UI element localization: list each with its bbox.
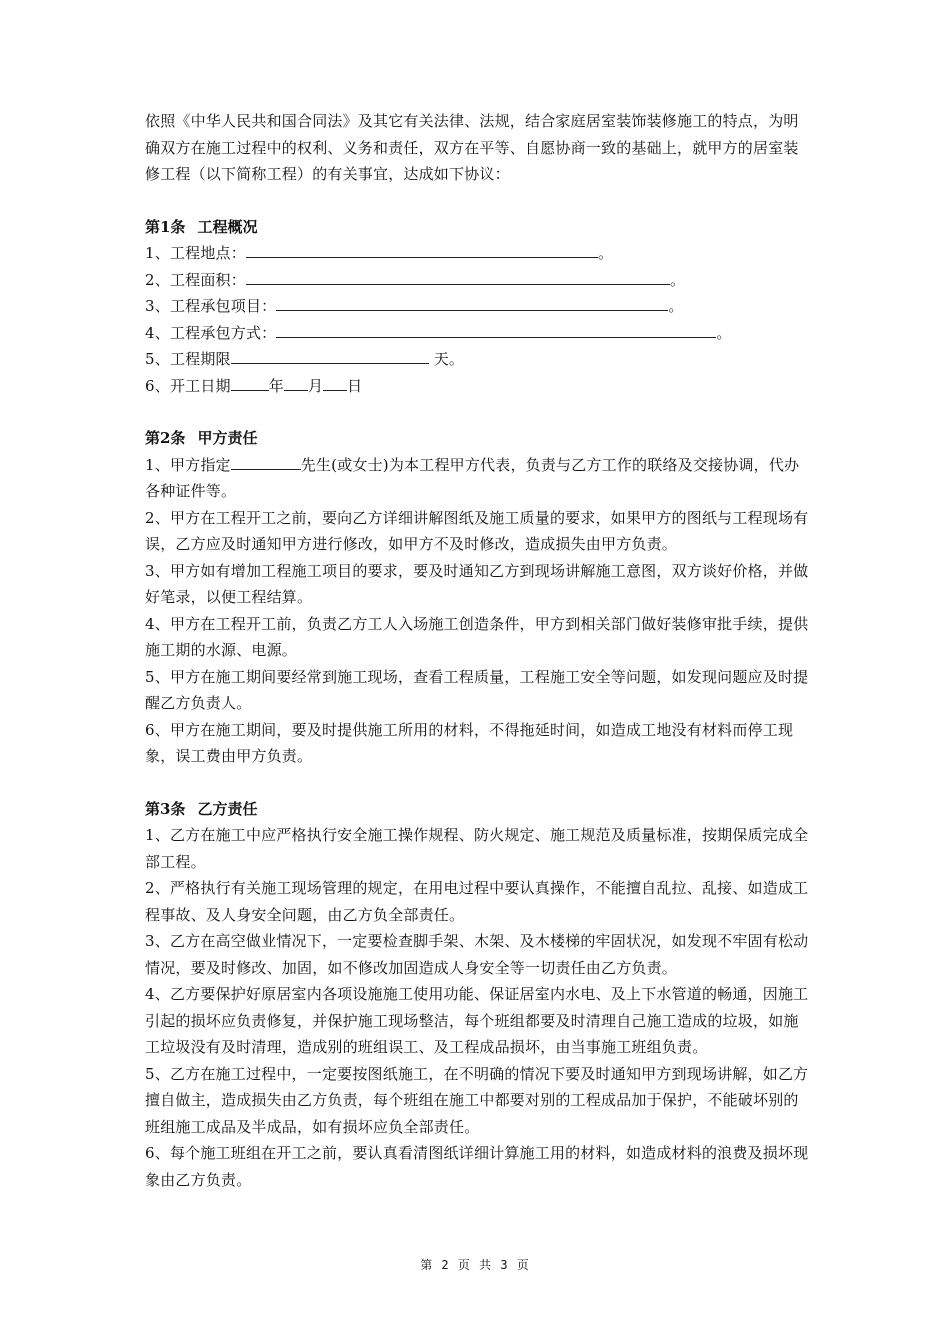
month-blank[interactable] [284,374,308,391]
fill-blank[interactable] [246,268,670,285]
list-item: 3、甲方如有增加工程施工项目的要求，要及时通知乙方到现场讲解施工意图，双方谈好价格，并做好笔录，以便工程结算。 [145,561,809,606]
item-start-date [145,373,810,400]
item-text: 1、甲方指定 [145,455,231,474]
item-period [145,346,810,373]
article-3 [145,796,810,1194]
end-mark: 。 [716,323,732,342]
item-label: 6、开工日期 [145,376,231,395]
item-label: 4、工程承包方式： [145,323,277,342]
document-body [145,108,810,1219]
article-2 [145,425,810,770]
day-blank[interactable] [323,374,347,391]
fill-blank[interactable] [231,347,429,364]
article-title: 甲方责任 [197,429,258,447]
article-number: 第3条 [145,799,186,818]
period-unit: 天。 [433,350,465,368]
fill-blank[interactable] [276,294,668,311]
item-label: 2、工程面积： [145,270,246,289]
end-mark: 。 [597,244,614,262]
item-scope [145,293,810,320]
item-label: 5、工程期限 [145,350,231,368]
year-blank[interactable] [231,374,269,391]
list-item: 5、甲方在施工期间要经常到施工现场，查看工程质量，工程施工安全等问题，如发现问题应及时提醒乙方负责人。 [145,667,809,712]
list-item: 4、甲方在工程开工前，负责乙方工人入场施工创造条件，甲方到相关部门做好装修审批手续，提供施工期的水源、电源。 [145,614,809,659]
list-item: 4、乙方要保护好原居室内各项设施施工使用功能、保证居室内水电、及上下水管道的畅通，因施工引起的损坏应负责修复，并保护施工现场整洁，每个班组都要及时清理自己施工造成的垃圾，如施工垃圾没有及时清理，造成别的班组误工、及工程成品损坏，由当事施工班组负责。 [145,985,809,1056]
day-label: 日 [347,376,363,395]
list-item: 6、甲方在施工期间，要及时提供施工所用的材料，不得拖延时间，如造成工地没有材料而停工现象，误工费由甲方负责。 [145,720,794,765]
article-title: 乙方责任 [197,799,258,818]
item-area [145,267,810,294]
article-1-heading [145,214,810,241]
list-item [145,452,810,505]
list-item: 5、乙方在施工过程中，一定要按图纸施工，在不明确的情况下要及时通知甲方到现场讲解，如乙方擅自做主，造成损失由乙方负责，每个班组在施工中都要对别的工程成品加于保护，不能破坏别的班组施工成品及半成品，如有损坏应负全部责任。 [145,1064,809,1136]
list-item: 2、严格执行有关施工现场管理的规定，在用电过程中要认真操作，不能擅自乱拉、乱接、如造成工程事故、及人身安全问题，由乙方负全部责任。 [145,879,809,924]
fill-blank[interactable] [246,241,598,258]
representative-name-blank[interactable] [231,453,301,470]
item-label: 3、工程承包项目： [145,297,277,315]
end-mark: 。 [669,270,686,289]
year-label: 年 [268,376,284,395]
end-mark: 。 [668,297,684,315]
article-3-heading [145,796,810,823]
item-method [145,320,810,347]
list-item: 6、每个施工班组在开工之前，要认真看清图纸详细计算施工用的材料，如造成材料的浪费及损坏现象由乙方负责。 [145,1144,809,1189]
page-number-footer: 第 2 页 共 3 页 [420,1258,530,1272]
fill-blank[interactable] [276,321,716,338]
article-number: 第1条 [145,217,186,236]
intro-paragraph: 依照《中华人民共和国合同法》及其它有关法律、法规，结合家庭居室装饰装修施工的特点，为明确双方在施工过程中的权利、义务和责任，双方在平等、自愿协商一致的基础上，就甲方的居室装修工程（以下简称工程）的有关事宜，达成如下协议： [145,112,799,183]
article-2-heading [145,425,810,452]
item-text: 先生(或女士)为本工程甲方代表，负责与乙方工作的联络及交接协调，代办各种证件等。 [145,455,800,500]
list-item: 2、甲方在工程开工之前，要向乙方详细讲解图纸及施工质量的要求，如果甲方的图纸与工程现场有误，乙方应及时通知甲方进行修改，如甲方不及时修改，造成损失由甲方负责。 [145,508,809,553]
item-label: 1、工程地点： [145,244,246,262]
article-1 [145,214,810,400]
article-title: 工程概况 [197,217,258,236]
month-label: 月 [307,376,324,395]
list-item: 1、乙方在施工中应严格执行安全施工操作规程、防火规定、施工规范及质量标准，按期保质完成全部工程。 [145,826,809,871]
list-item: 3、乙方在高空做业情况下，一定要检查脚手架、木架、及木楼梯的牢固状况，如发现不牢固有松动情况，要及时修改、加固，如不修改加固造成人身安全等一切责任由乙方负责。 [145,932,809,977]
item-location [145,240,810,267]
article-number: 第2条 [145,429,186,447]
